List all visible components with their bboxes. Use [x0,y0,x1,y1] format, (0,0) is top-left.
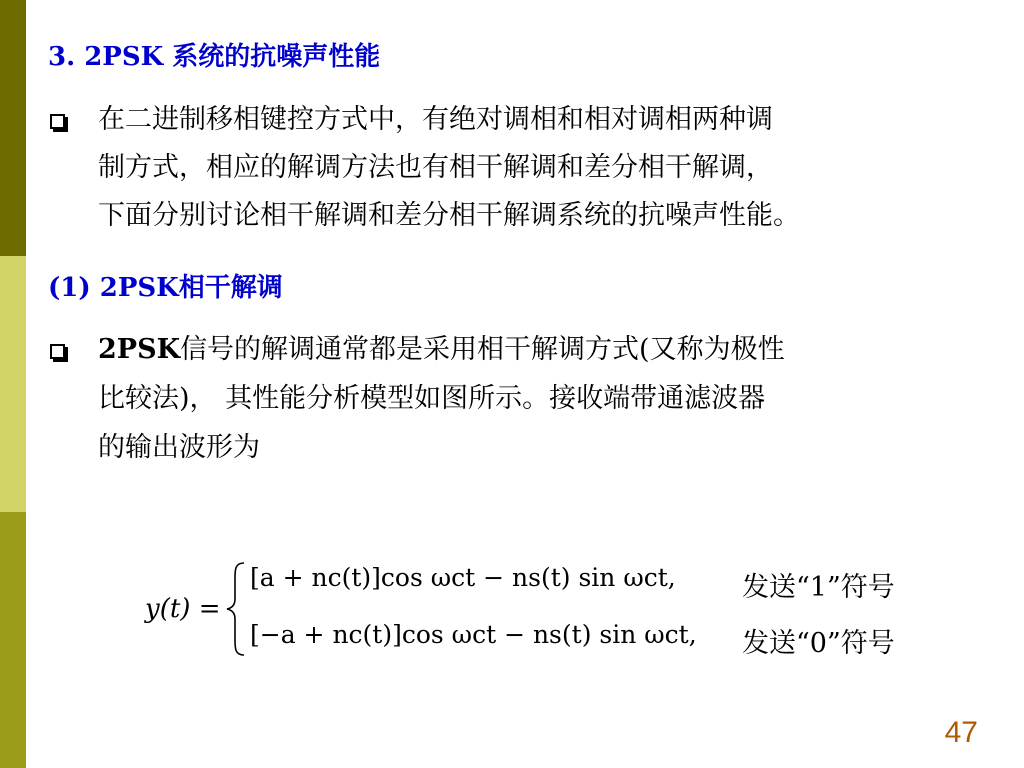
bullet1-line-1: 在二进制移相键控方式中，有绝对调相和相对调相两种调 [98,104,773,135]
bullet1-line-2: 制方式，相应的解调方法也有相干解调和差分相干解调， [98,152,773,183]
section-heading: 3. 2PSK 系统的抗噪声性能 [48,42,381,72]
page-number: 47 [944,716,978,749]
subheading: (1) 2PSK相干解调 [48,273,283,303]
formula-condition-2: 发送“0”符号 [742,628,895,659]
bullet1-line-3: 下面分别讨论相干解调和差分相干解调系统的抗噪声性能。 [98,200,800,231]
formula-condition-1: 发送“1”符号 [742,572,895,603]
bullet2-bold-term: 2PSK [98,334,181,365]
bullet2-line-2: 比较法)， 其性能分析模型如图所示。接收端带通滤波器 [98,383,766,414]
formula-case-1: [a + nc(t)]cos ωct − ns(t) sin ωct, [250,563,676,592]
formula-lhs: y(t) = [145,594,221,624]
formula-case-2: [−a + nc(t)]cos ωct − ns(t) sin ωct, [250,620,697,649]
left-brace [224,561,246,657]
bullet2-line-3: 的输出波形为 [98,432,260,463]
bullet2-line-1-rest: 信号的解调通常都是采用相干解调方式(又称为极性 [180,334,785,365]
